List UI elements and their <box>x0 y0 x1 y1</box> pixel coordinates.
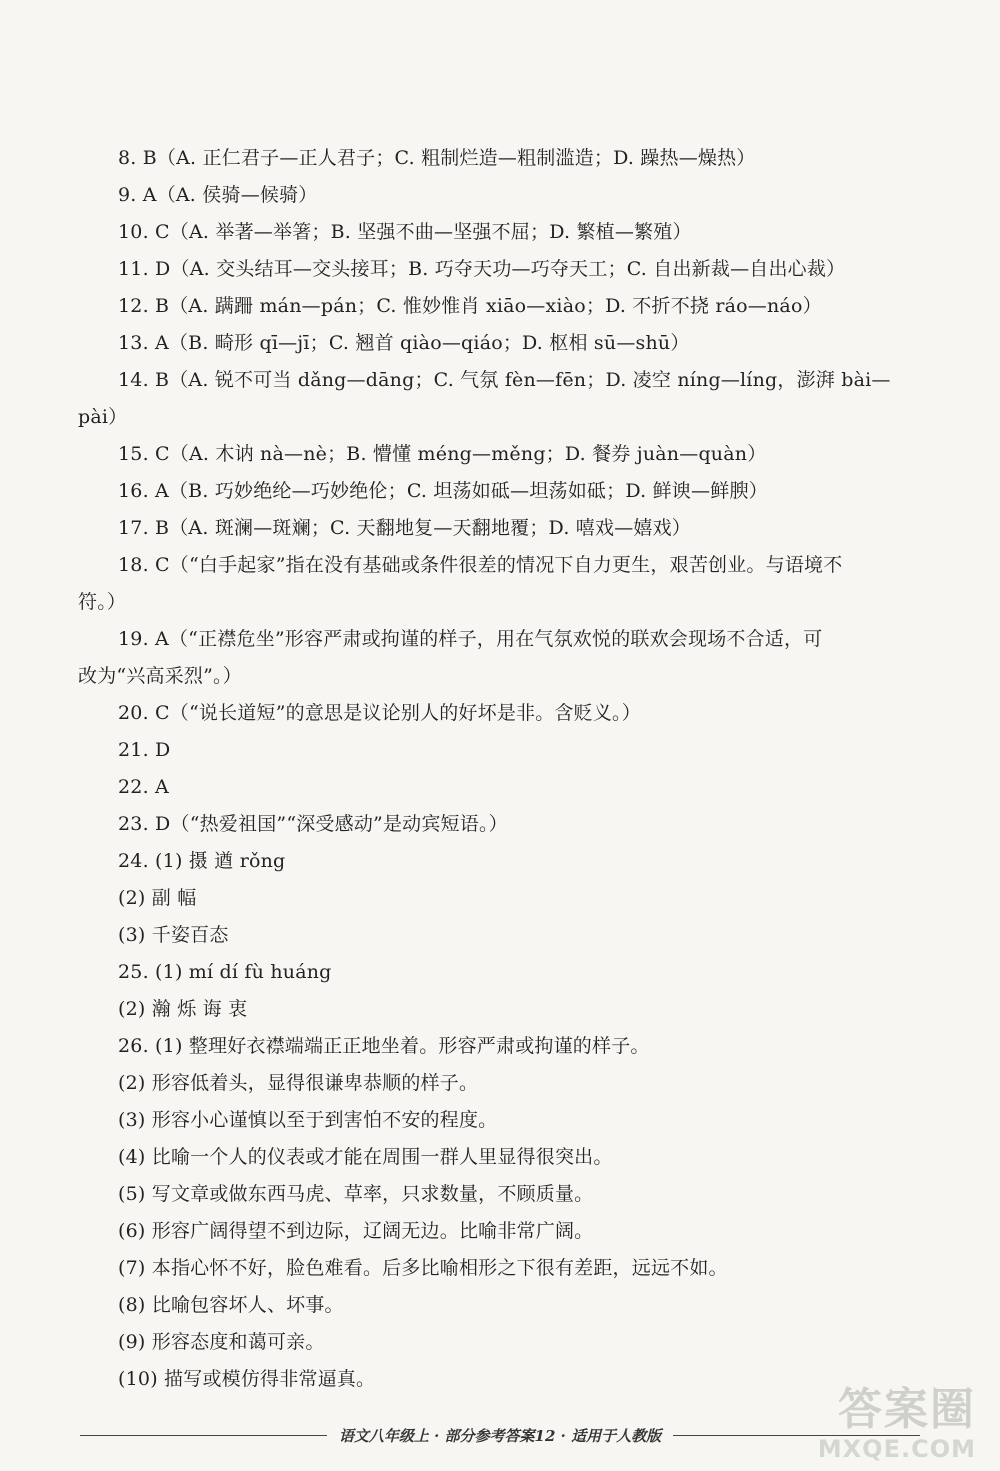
answer-line-continuation: pài） <box>78 406 128 428</box>
answer-line: 22. A <box>118 776 169 798</box>
answer-line: 25. (1) mí dí fù huáng <box>118 961 332 983</box>
answer-list <box>78 140 918 1398</box>
answer-line-continuation: 改为“兴高采烈”。） <box>78 665 242 687</box>
answer-line: 24. (1) 摄 遒 rǒng <box>118 850 286 872</box>
answer-line: 11. D（A. 交头结耳—交头接耳；B. 巧夺天功—巧夺天工；C. 自出新裁—自出心裁） <box>118 258 846 280</box>
watermark-title: 答案圈 <box>838 1384 976 1435</box>
answer-line: (9) 形容态度和蔼可亲。 <box>118 1331 325 1353</box>
footer-rule-left <box>80 1435 327 1436</box>
answer-line: 12. B（A. 蹒跚 mán—pán；C. 惟妙惟肖 xiāo—xiào；D. 不折不挠 ráo—náo） <box>118 295 822 317</box>
answer-line: 18. C（“白手起家”指在没有基础或条件很差的情况下自力更生，艰苦创业。与语境不 <box>118 554 843 576</box>
answer-line: 9. A（A. 侯骑—候骑） <box>118 184 318 206</box>
answer-line: 15. C（A. 木讷 nà—nè；B. 懵懂 méng—měng；D. 餐券 juàn—quàn） <box>118 443 767 465</box>
answer-line: (3) 形容小心谨慎以至于到害怕不安的程度。 <box>118 1109 498 1131</box>
answer-line: (6) 形容广阔得望不到边际，辽阔无边。比喻非常广阔。 <box>118 1220 594 1242</box>
answer-line: (10) 描写或模仿得非常逼真。 <box>118 1368 376 1390</box>
watermark-url: MXQE.COM <box>817 1435 976 1463</box>
answer-line: (2) 瀚 烁 诲 衷 <box>118 998 248 1020</box>
answer-line: (2) 形容低着头，显得很谦卑恭顺的样子。 <box>118 1072 479 1094</box>
answer-line: 8. B（A. 正仁君子—正人君子；C. 粗制烂造—粗制滥造；D. 躁热—燥热） <box>118 147 756 169</box>
answer-line: (7) 本指心怀不好，脸色难看。后多比喻相形之下很有差距，远远不如。 <box>118 1257 728 1279</box>
answer-line: (5) 写文章或做东西马虎、草率，只求数量，不顾质量。 <box>118 1183 594 1205</box>
answer-line: 13. A（B. 畸形 qī—jī；C. 翘首 qiào—qiáo；D. 枢相 sū—shū） <box>118 332 690 354</box>
answer-line: 17. B（A. 斑澜—斑斓；C. 天翻地复—天翻地覆；D. 嘻戏—嬉戏） <box>118 517 691 539</box>
answer-line: (4) 比喻一个人的仪表或才能在周围一群人里显得很突出。 <box>118 1146 613 1168</box>
answer-line: (3) 千姿百态 <box>118 924 229 946</box>
answer-line: 14. B（A. 锐不可当 dǎng—dāng；C. 气氛 fèn—fēn；D. 凌空 níng—líng，澎湃 bài— <box>118 369 891 391</box>
watermark-logo <box>817 1373 980 1463</box>
page-footer <box>80 1420 920 1450</box>
answer-line-continuation: 符。） <box>78 591 127 613</box>
answer-line: 10. C（A. 举著—举箸；B. 坚强不曲—坚强不屈；D. 繁植—繁殖） <box>118 221 692 243</box>
answer-line: (2) 副 幅 <box>118 887 197 909</box>
answer-line: 26. (1) 整理好衣襟端端正正地坐着。形容严肃或拘谨的样子。 <box>118 1035 650 1057</box>
answer-line: 20. C（“说长道短”的意思是议论别人的好坏是非。含贬义。） <box>118 702 641 724</box>
footer-text: 语文八年级上 · 部分参考答案12 · 适用于人教版 <box>338 1426 662 1445</box>
answer-line: 19. A（“正襟危坐”形容严肃或拘谨的样子，用在气氛欢悦的联欢会现场不合适，可 <box>118 628 823 650</box>
answer-line: 23. D（“热爱祖国”“深受感动”是动宾短语。） <box>118 813 508 835</box>
answer-line: (8) 比喻包容坏人、坏事。 <box>118 1294 344 1316</box>
answer-line: 21. D <box>118 739 171 761</box>
answer-line: 16. A（B. 巧妙绝纶—巧妙绝伦；C. 坦荡如砥—坦荡如砥；D. 鲜谀—鲜腴） <box>118 480 768 502</box>
